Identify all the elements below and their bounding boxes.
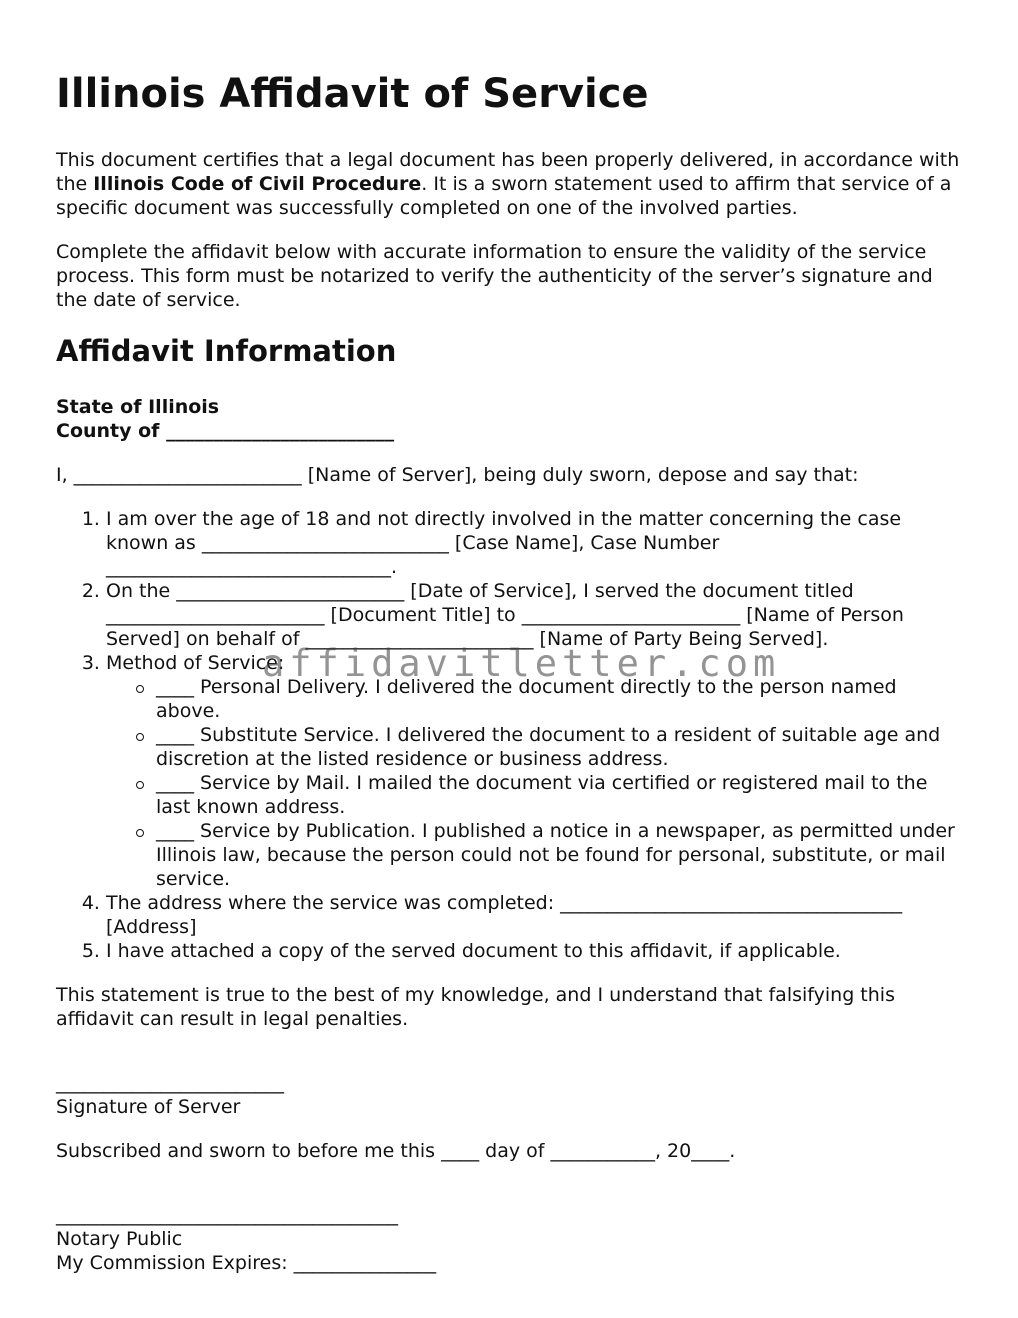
statement-item: 4. The address where the service was completed: ____________________________________ [Address] <box>106 891 966 939</box>
document-title: Illinois Affidavit of Service <box>56 71 649 117</box>
sworn-statement: Subscribed and sworn to before me this ____ day of ___________, 20____. <box>56 1139 736 1162</box>
statement-item: 5. I have attached a copy of the served document to this affidavit, if applicable. <box>106 939 966 963</box>
method-option: ____ Substitute Service. I delivered the document to a resident of suitable age and discretion at the listed residence or business address. <box>156 723 966 771</box>
method-option: ____ Service by Publication. I published a notice in a newspaper, as permitted under Illinois law, because the person could not be found for personal, substitute, or mail service. <box>156 819 966 891</box>
venue-block <box>56 395 966 443</box>
method-option: ____ Personal Delivery. I delivered the document directly to the person named above. <box>156 675 966 723</box>
oath-line: I, ________________________ [Name of Server], being duly sworn, depose and say that: <box>56 463 859 486</box>
statement-item-method <box>106 651 966 891</box>
server-signature-line: ________________________ <box>56 1071 284 1094</box>
method-option: ____ Service by Mail. I mailed the document via certified or registered mail to the last known address. <box>156 771 966 819</box>
statement-item: 2. On the ________________________ [Date of Service], I served the document titled _______________________ [Document Title] to _______________________ [Name of Person Served] on behalf of ________________________ [Name of Party Being Served]. <box>106 579 966 651</box>
intro-text-end: . It is a sworn statement used to affirm that service of a specific document was successfully completed on one of the involved parties. <box>56 173 952 219</box>
watermark: affidavitletter.com <box>262 642 781 685</box>
server-signature-block <box>56 1071 966 1119</box>
state-line: State of Illinois <box>56 395 220 418</box>
notary-label: Notary Public <box>56 1227 183 1250</box>
county-line: County of ________________________ <box>56 419 395 442</box>
notary-block <box>56 1203 966 1275</box>
notary-signature-line: ____________________________________ <box>56 1203 398 1226</box>
statement-item: 1. I am over the age of 18 and not directly involved in the matter concerning the case known as __________________________ [Case Name], Case Number ______________________________. <box>106 507 966 579</box>
intro-text-start: This document certifies that a legal document has been properly delivered, in accordance with the <box>56 149 960 195</box>
method-heading: Method of Service: <box>106 651 285 674</box>
method-options <box>106 675 966 891</box>
section-heading: Affidavit Information <box>56 334 397 368</box>
intro-code-reference: Illinois Code of Civil Procedure <box>93 173 422 195</box>
server-signature-label: Signature of Server <box>56 1095 241 1118</box>
affidavit-statements <box>56 507 966 963</box>
commission-expires-line: My Commission Expires: _______________ <box>56 1251 437 1274</box>
document-page <box>56 70 966 1295</box>
intro-paragraph-1 <box>56 148 966 220</box>
truth-statement: This statement is true to the best of my knowledge, and I understand that falsifying this affidavit can result in legal penalties. <box>56 983 895 1030</box>
intro-paragraph-2: Complete the affidavit below with accurate information to ensure the validity of the service process. This form must be notarized to verify the authenticity of the server’s signature and the date of service. <box>56 241 933 311</box>
